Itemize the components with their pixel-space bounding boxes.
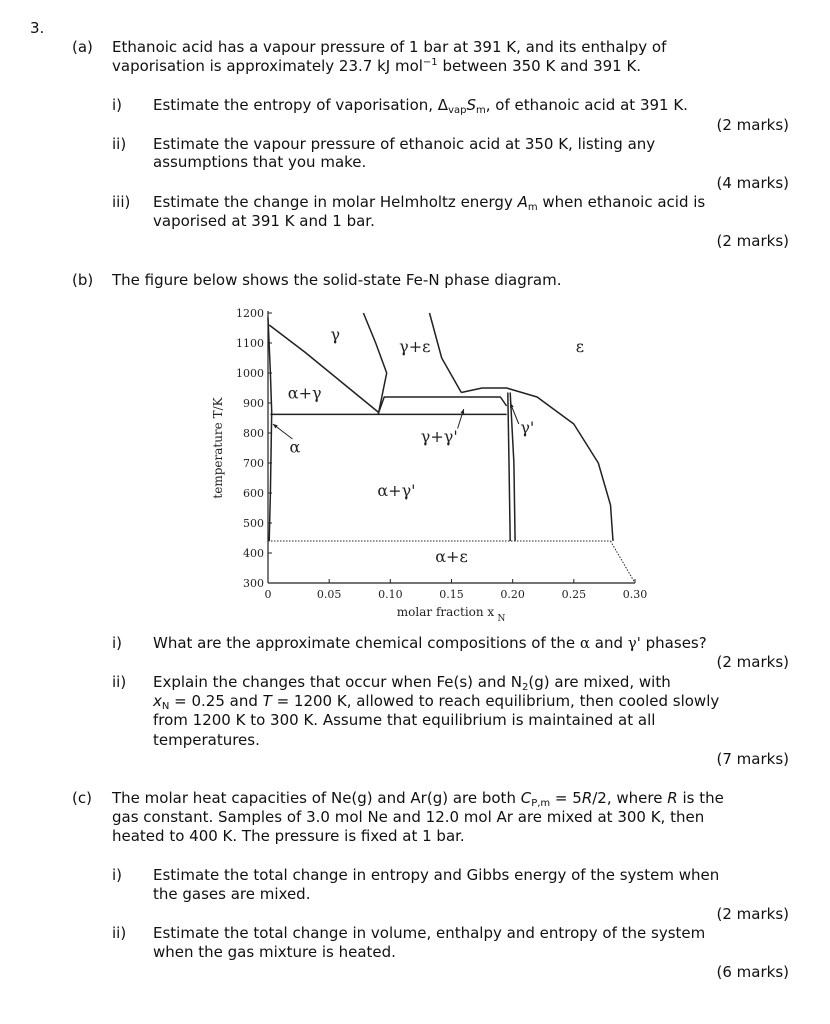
y-tick-label: 900 (243, 397, 264, 410)
part-a-intro-line2: vaporisation is approximately 23.7 kJ mol$^{-1}$ between 350 K and 391 K. (112, 57, 642, 75)
x-tick-label: 0 (264, 588, 272, 601)
phase-label: α+γ' (377, 481, 416, 500)
phase-label: γ+γ' (420, 427, 458, 446)
part-a-ii-num: ii) (112, 135, 127, 153)
part-a-i-num: i) (112, 96, 123, 114)
phase-label: γ' (520, 418, 535, 437)
phase-label: ε (575, 337, 585, 356)
y-tick-label: 500 (243, 517, 264, 530)
part-b-ii-line2: $x_N = 0.25$ and T = 1200 K, allowed to reach equilibrium, then cooled slowly (153, 692, 720, 712)
phase-label: α (289, 437, 301, 457)
part-b-label: (b) (72, 271, 94, 289)
part-a-iii-num: iii) (112, 193, 131, 211)
part-c-line1: The molar heat capacities of Ne(g) and Ar(g) are both $C_{P,m} = 5R/2$, where R is the (112, 789, 724, 809)
part-a-i-marks: (2 marks) (716, 116, 789, 134)
y-tick-label: 300 (243, 577, 264, 590)
x-tick-label: 0.25 (561, 588, 587, 601)
boundary-gp-left (508, 393, 510, 542)
x-axis-label: molar fraction x (396, 605, 495, 619)
part-b-intro: The figure below shows the solid-state Fe-N phase diagram. (112, 271, 562, 289)
part-c-ii-marks: (6 marks) (716, 963, 789, 981)
part-c-line2: gas constant. Samples of 3.0 mol Ne and 12.0 mol Ar are mixed at 300 K, then (112, 808, 705, 826)
x-tick-label: 0.20 (500, 588, 525, 601)
part-a-ii-line1: Estimate the vapour pressure of ethanoic acid at 350 K, listing any (153, 135, 656, 153)
part-a-ii-marks: (4 marks) (716, 174, 789, 192)
y-tick-label: 1200 (236, 307, 264, 320)
boundary-eps-left (430, 313, 462, 393)
x-tick-label: 0.05 (316, 588, 342, 601)
y-tick-label: 400 (243, 547, 264, 560)
part-c-ii-num: ii) (112, 924, 127, 942)
boundary-gp-right (510, 393, 515, 542)
boundary-gamma-to-gp (378, 397, 507, 414)
part-c-label: (c) (72, 789, 92, 807)
part-c-line3: heated to 400 K. The pressure is fixed at 1 bar. (112, 827, 465, 845)
part-b-ii-line1: Explain the changes that occur when Fe(s) and $N_2(g)$ are mixed, with (153, 673, 671, 693)
phase-label: α+γ (287, 383, 322, 403)
part-b-ii-num: ii) (112, 673, 127, 691)
y-tick-label: 800 (243, 427, 264, 440)
part-b-i-text: What are the approximate chemical compositions of the α and γ' phases? (153, 634, 707, 652)
y-tick-label: 1100 (236, 337, 264, 350)
part-b-ii-line3: from 1200 K to 300 K. Assume that equilibrium is maintained at all (153, 711, 656, 729)
x-axis-label-sub: N (497, 614, 506, 624)
question-number: 3. (30, 19, 45, 37)
x-tick-label: 0.15 (439, 588, 464, 601)
part-a-ii-line2: assumptions that you make. (153, 153, 367, 171)
y-tick-label: 600 (243, 487, 264, 500)
part-c-ii-line1: Estimate the total change in volume, enthalpy and entropy of the system (153, 924, 706, 942)
part-a-intro-line1: Ethanoic acid has a vapour pressure of 1 bar at 391 K, and its enthalpy of (112, 38, 667, 56)
boundary-eps-dome (461, 388, 613, 541)
x-tick-label: 0.30 (622, 588, 648, 601)
boundary-gamma-left (269, 325, 378, 412)
part-c-i-num: i) (112, 866, 123, 884)
part-a-iii-marks: (2 marks) (716, 232, 789, 250)
part-c-ii-line2: when the gas mixture is heated. (153, 943, 396, 961)
phase-label: γ+ε (399, 337, 431, 356)
arrow-head (460, 409, 464, 414)
part-a-i-text: Estimate the entropy of vaporisation, $\Delta_{vap}S_m$, of ethanoic acid at 391 K. (153, 96, 688, 116)
part-b-ii-marks: (7 marks) (716, 750, 789, 768)
y-tick-label: 1000 (236, 367, 264, 380)
part-b-ii-line4: temperatures. (153, 731, 260, 749)
y-axis-label: temperature T/K (211, 397, 225, 499)
part-b-i-marks: (2 marks) (716, 653, 789, 671)
part-a-iii-line2: vaporised at 391 K and 1 bar. (153, 212, 375, 230)
phase-diagram-svg (205, 300, 665, 630)
part-b-i-num: i) (112, 634, 123, 652)
part-a-label: (a) (72, 38, 93, 56)
boundary-lowT-right (611, 541, 636, 583)
part-a-iii-line1: Estimate the change in molar Helmholtz energy $A_m$ when ethanoic acid is (153, 193, 706, 213)
y-tick-label: 700 (243, 457, 264, 470)
part-c-i-line1: Estimate the total change in entropy and Gibbs energy of the system when (153, 866, 720, 884)
phase-label: α+ε (435, 547, 468, 566)
arrow-head (510, 403, 514, 408)
phase-label: γ (330, 325, 341, 344)
part-c-i-marks: (2 marks) (716, 905, 789, 923)
x-tick-label: 0.10 (378, 588, 403, 601)
phase-diagram (205, 300, 665, 630)
part-c-i-line2: the gases are mixed. (153, 885, 311, 903)
